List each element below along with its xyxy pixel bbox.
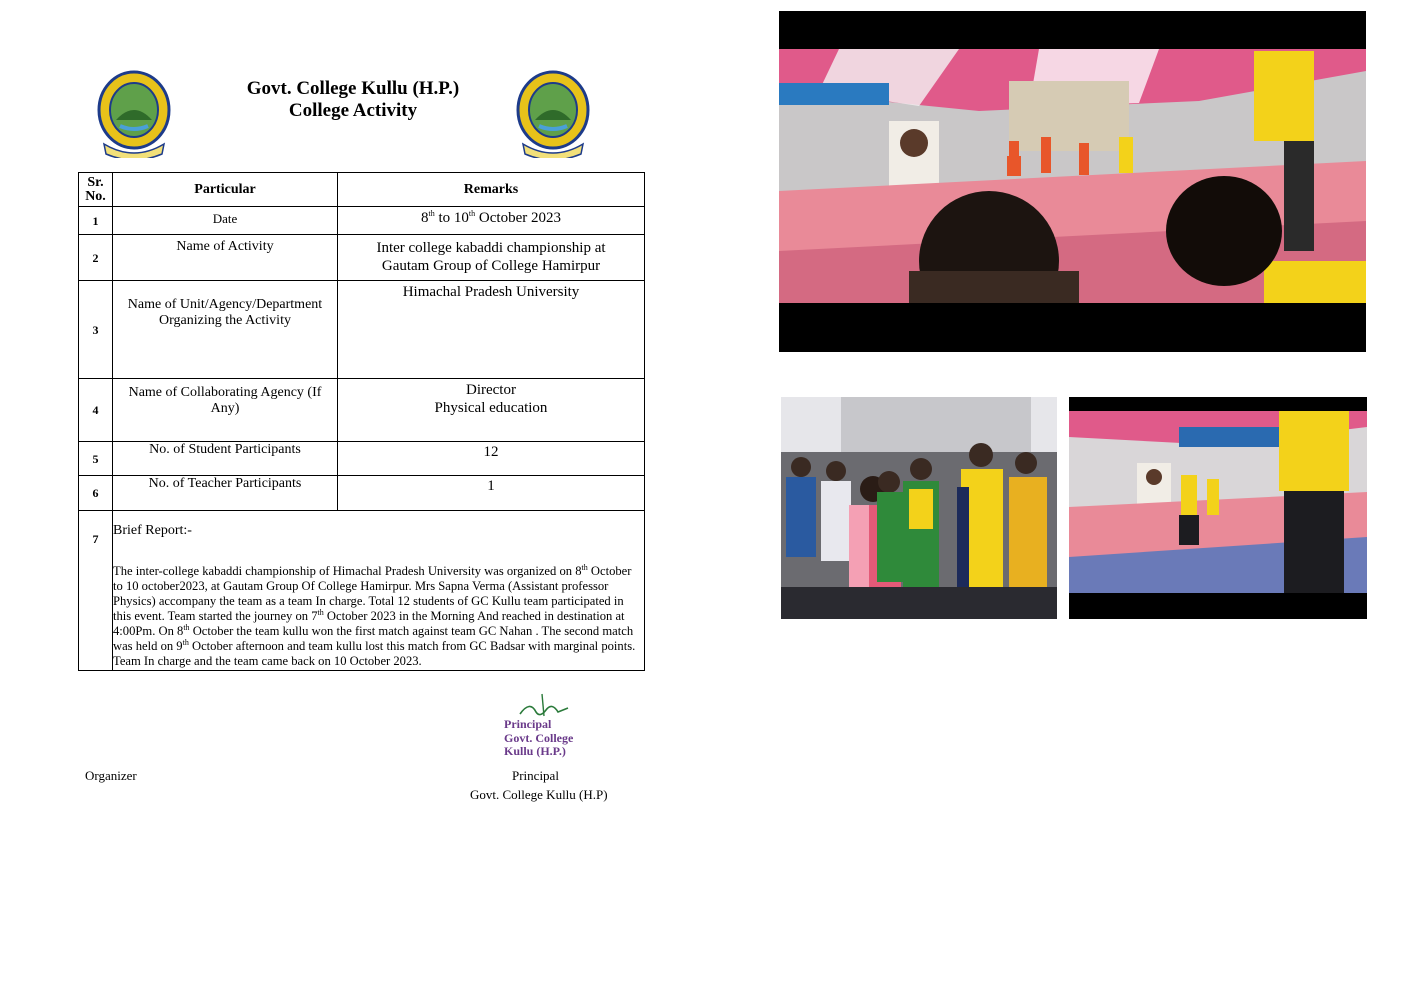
row-particular: No. of Teacher Participants [113, 476, 338, 511]
college-emblem-icon [515, 70, 591, 158]
activity-table [78, 172, 645, 671]
row-remarks: Himachal Pradesh University [338, 281, 645, 379]
table-row [79, 281, 645, 379]
table-row [79, 511, 645, 671]
principal-organization: Govt. College Kullu (H.P) [470, 787, 608, 802]
college-emblem-icon [96, 70, 172, 158]
principal-signature-stamp [502, 692, 586, 762]
team-group-photo [781, 397, 1057, 619]
document-title [230, 78, 476, 122]
stamp-line: Govt. College [504, 731, 574, 745]
row-particular: Name of Unit/Agency/Department Organizing the Activity [113, 281, 338, 379]
kabaddi-match-photo [779, 11, 1366, 352]
brief-report [113, 511, 645, 671]
row-remarks: 8th to 10th October 2023 [338, 207, 645, 235]
row-remarks: 12 [338, 442, 645, 476]
table-row [79, 442, 645, 476]
header-remarks: Remarks [338, 173, 645, 207]
table-row [79, 235, 645, 281]
activity-subtitle: College Activity [288, 100, 418, 121]
row-number: 6 [79, 476, 113, 511]
college-name: Govt. College Kullu (H.P.) [246, 78, 460, 99]
header-sr: Sr. No. [79, 173, 113, 207]
row-particular: Date [113, 207, 338, 235]
organizer-label: Organizer [85, 768, 137, 783]
row-particular: Name of Collaborating Agency (If Any) [113, 379, 338, 442]
table-row [79, 379, 645, 442]
principal-label: Principal [512, 768, 559, 783]
stamp-line: Kullu (H.P.) [504, 744, 566, 758]
stamp-line: Principal [504, 717, 552, 731]
row-remarks: Inter college kabaddi championship at Gautam Group of College Hamirpur [338, 235, 645, 281]
row-particular: Name of Activity [113, 235, 338, 281]
row-number: 5 [79, 442, 113, 476]
players-court-photo [1069, 397, 1367, 619]
report-text: The inter-college kabaddi championship of Himachal Pradesh University was organized on 8th October to 10 october2023, at Gautam Group Of College Hamirpur. Mrs Sapna Verma (Assistant professor Physics) accompany the team as a team In charge. Total 12 students of GC Kullu team participated in this event. Team started the journey on 7th October 2023 in the Morning And reached in destination at 4:00Pm. On 8th October the team kullu won the first match against team GC Nahan . The second match was held on 9th October afternoon and team kullu lost this match from GC Badsar with marginal points. Team In charge and the team came back on 10 October 2023. [113, 562, 636, 668]
table-row [79, 207, 645, 235]
row-number: 3 [79, 281, 113, 379]
header-particular: Particular [113, 173, 338, 207]
row-number: 1 [79, 207, 113, 235]
row-number: 2 [79, 235, 113, 281]
row-particular: No. of Student Participants [113, 442, 338, 476]
report-heading: Brief Report:- [113, 523, 192, 538]
table-row [79, 476, 645, 511]
row-remarks: 1 [338, 476, 645, 511]
row-remarks: Director Physical education [338, 379, 645, 442]
row-number: 4 [79, 379, 113, 442]
row-number: 7 [79, 511, 113, 671]
